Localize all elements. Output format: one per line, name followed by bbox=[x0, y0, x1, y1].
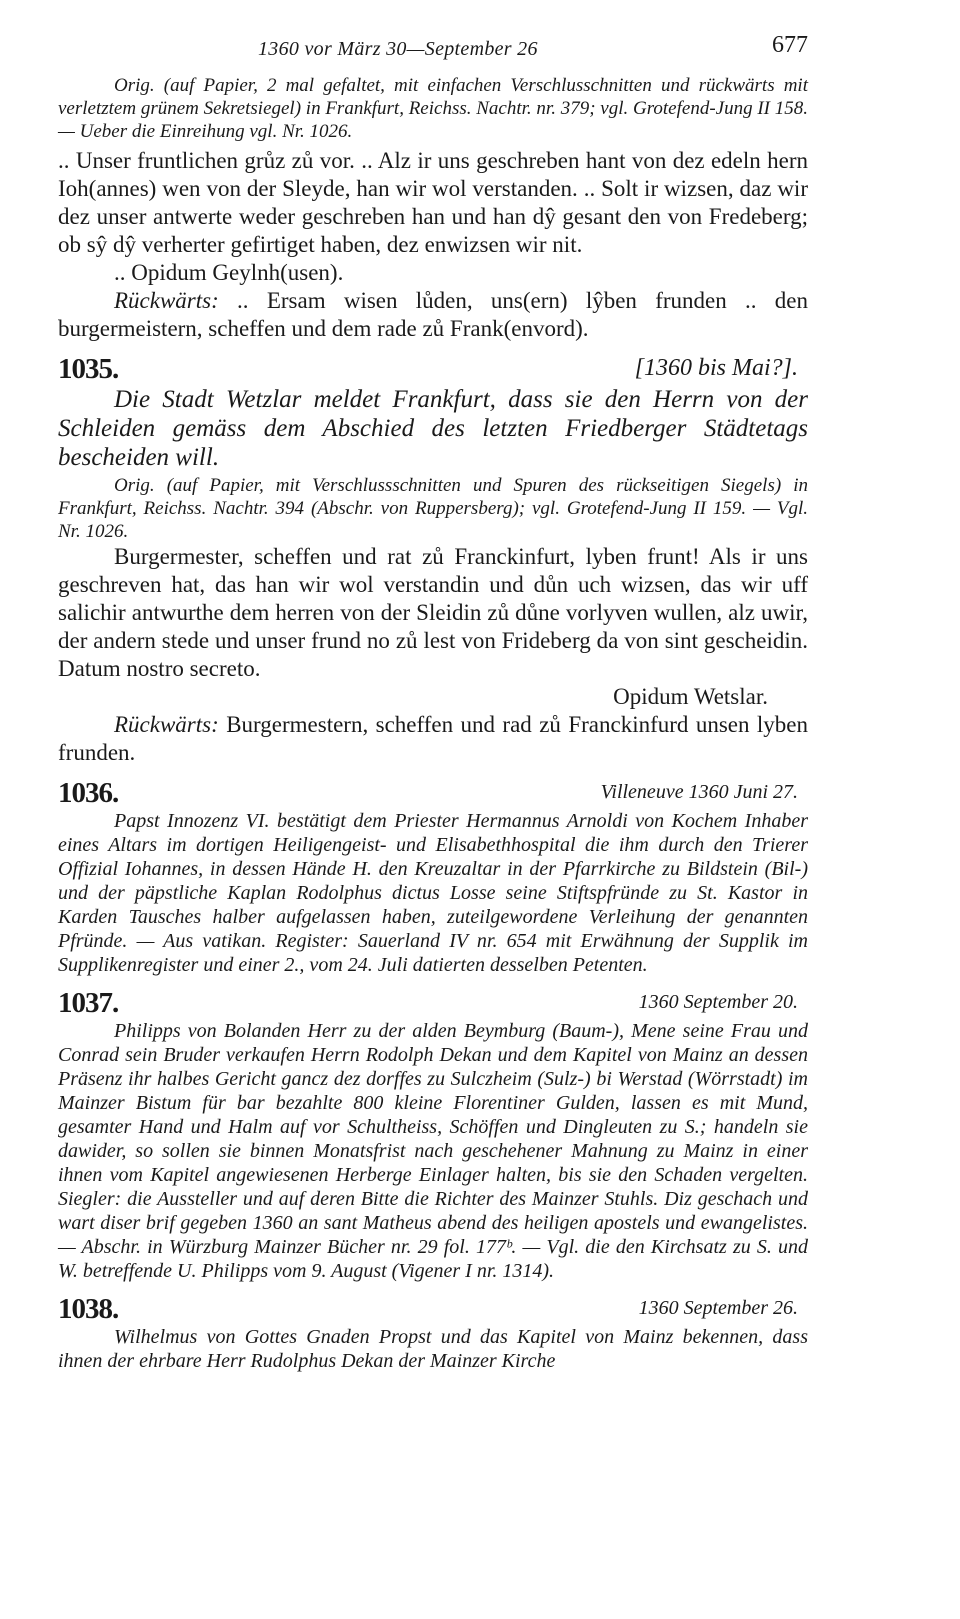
entry-number: 1037. bbox=[58, 987, 119, 1019]
dorsal-note bbox=[58, 711, 808, 767]
continued-entry bbox=[58, 74, 808, 343]
entry-number: 1036. bbox=[58, 777, 119, 809]
entry-date: 1360 September 26. bbox=[638, 1297, 798, 1319]
dorsal-label: Rückwärts: bbox=[114, 712, 219, 737]
running-head bbox=[58, 30, 808, 74]
entry-date: 1360 September 20. bbox=[638, 991, 798, 1013]
dorsal-text: Burgermestern, scheffen und rad zů Franckinfurd unsen lyben frunden. bbox=[58, 712, 808, 765]
closing-line: .. Opidum Geylnh(usen). bbox=[114, 260, 344, 285]
entry-header bbox=[58, 985, 808, 1019]
regest: Papst Innozenz VI. bestätigt dem Priester Hermannus Arnoldi von Kochem Inhaber eines Altars im dortigen Heiligengeist- und Elisabethhospital die ihm durch den Trierer Offizial Iohannes, in dessen Hände H. den Kreuzaltar in der Pfarrkirche zu Bildstein (Bil-) und der päpstliche Kaplan Rodolphus dictus Losse seine Stiftspfründe zu St. Kastor in Karden Tausches halber aufgelassen haben, zuteilgewordene Verleihung der genannten Pfründe. — Aus vatikan. Register: Sauerland IV nr. 654 mit Erwähnung der Supplik im Supplikenregister und einer 2., vom 24. Juli datierten desselben Petenten. bbox=[58, 810, 808, 976]
closing-line: Opidum Wetslar. bbox=[613, 684, 768, 709]
document-text: .. Unser fruntlichen grůz zů vor. .. Alz ir uns geschreben hant von dez edeln hern Ioh(annes) wen von der Sleyde, han wir wol verstanden. .. Solt ir wizsen, daz wir dez unser antwerte weder geschreben han und han dŷ gesant den von Fredeberg; ob sŷ dŷ verherter gefirtiget haben, dez enwizsen wir nit. bbox=[58, 148, 808, 257]
entry-1037 bbox=[58, 985, 808, 1283]
regest: Philipps von Bolanden Herr zu der alden Beymburg (Baum-), Mene seine Frau und Conrad sein Bruder verkaufen Herrn Rodolph Dekan und dem Kapitel von Mainz an dessen Präsenz ihr halbes Gericht gancz dez dorffes zu Sulczheim (Sulz-) bi Werstad (Wörrstadt) im Mainzer Bistum für bar bezahlte 800 kleine Florentiner Gulden, lassen es mit Mund, gesamter Hand und Halm auf vor Schultheiss, Schöffen und Dingleuten zu S.; handeln sie dawider, so sollen sie binnen Monatsfrist nach geschehener Mahnung zu Mainz in einer ihnen vom Kapitel angewiesenen Herberge Einlager halten, bis sie den Schaden vergelten. Siegler: die Aussteller und auf deren Bitte die Richter des Mainzer Stuhls. Diz geschach und wart diser brif gegeben 1360 an sant Matheus abend des heiligen apostels und ewangelistes. — Abschr. in Würzburg Mainzer Bücher nr. 29 fol. 177ᵇ. — Vgl. die den Kirchsatz zu S. und W. betreffende U. Philipps vom 9. August (Vigener I nr. 1314). bbox=[58, 1020, 808, 1282]
regest: Die Stadt Wetzlar meldet Frankfurt, dass sie den Herrn von der Schleiden gemäss dem Abschied des letzten Friedberger Städtetags bescheiden will. bbox=[58, 386, 808, 471]
entry-1038 bbox=[58, 1291, 808, 1373]
regest: Wilhelmus von Gottes Gnaden Propst und das Kapitel von Mainz bekennen, dass ihnen der ehrbare Herr Rudolphus Dekan der Mainzer Kirche bbox=[58, 1326, 808, 1372]
dorsal-label: Rückwärts: bbox=[114, 288, 219, 313]
entry-number: 1038. bbox=[58, 1293, 119, 1325]
running-title: 1360 vor März 30—September 26 bbox=[258, 38, 538, 60]
entry-1036 bbox=[58, 775, 808, 977]
entry-header bbox=[58, 1291, 808, 1325]
source-note: Orig. (auf Papier, mit Verschlussschnitten und Spuren des rückseitigen Siegels) in Frankfurt, Reichss. Nachtr. 394 (Abschr. von Ruppersberg); vgl. Grotefend-Jung II 159. — Vgl. Nr. 1026. bbox=[58, 475, 808, 542]
entry-number: 1035. bbox=[58, 353, 119, 385]
source-note: Orig. (auf Papier, 2 mal gefaltet, mit einfachen Verschlusschnitten und rückwärts mit verletztem grünem Sekretsiegel) in Frankfurt, Reichss. Nachtr. nr. 379; vgl. Grotefend-Jung II 158. — Ueber die Einreihung vgl. Nr. 1026. bbox=[58, 75, 808, 142]
document-page bbox=[58, 30, 808, 1373]
dorsal-text: .. Ersam wisen lůden, uns(ern) lŷben frunden .. den burgermeistern, scheffen und dem rade zů Frank(envord). bbox=[58, 288, 808, 341]
entry-1035 bbox=[58, 351, 808, 767]
entry-header bbox=[58, 351, 808, 385]
document-text: Burgermester, scheffen und rat zů Franckinfurt, lyben frunt! Als ir uns geschreven hat, das han wir wol verstandin und důn uch wizsen, das wir uff salichir antwurthe dem herren von der Sleidin zů důne vorlyven wullen, alz uwir, der andern stede und unser frund no zů lest von Frideberg da von sint gescheidin. Datum nostro secreto. bbox=[58, 544, 808, 681]
entry-date: Villeneuve 1360 Juni 27. bbox=[600, 781, 798, 803]
entry-date: [1360 bis Mai?]. bbox=[634, 355, 798, 381]
dorsal-note bbox=[58, 287, 808, 343]
page-number: 677 bbox=[772, 32, 808, 58]
entry-header bbox=[58, 775, 808, 809]
